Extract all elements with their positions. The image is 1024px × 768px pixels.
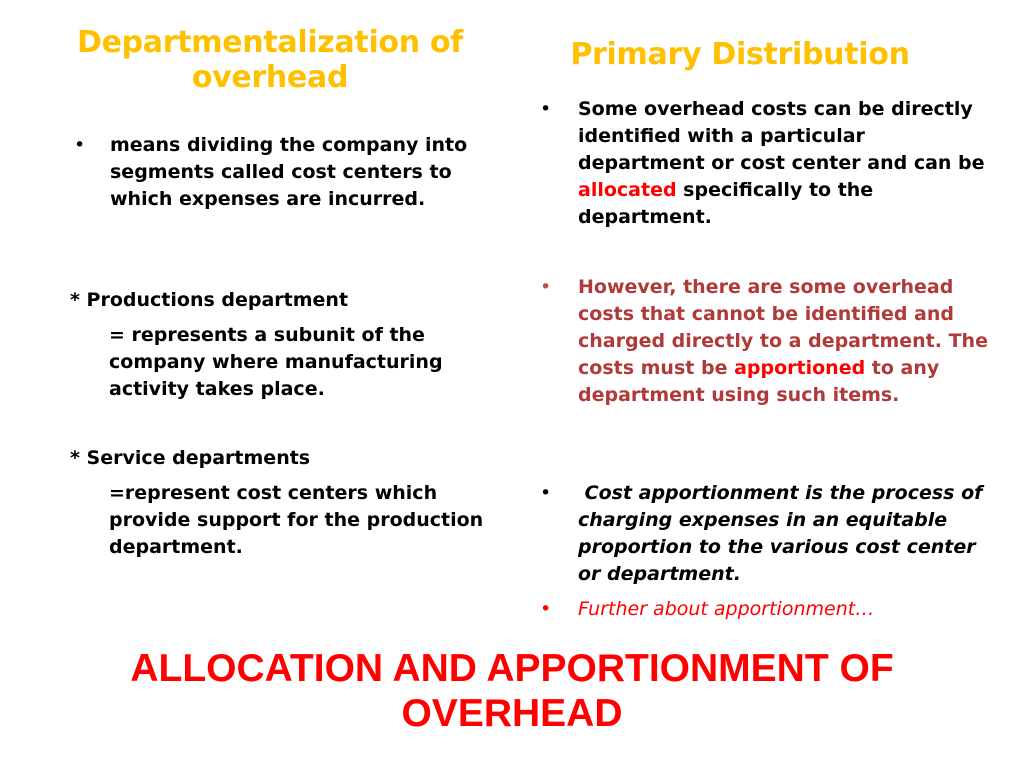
allocation-text-before: Some overhead costs can be directly identified with a particular department or cost center and can be bbox=[578, 98, 985, 174]
apportionment-text-after: to any department using such items. bbox=[578, 357, 940, 406]
apportionment-text-before: However, there are some overhead costs that cannot be identified and charged directly to a department. The costs must be bbox=[578, 276, 988, 379]
production-department-title: * Productions department bbox=[70, 289, 349, 311]
allocated-highlight: allocated bbox=[578, 179, 677, 201]
slide-title: ALLOCATION AND APPORTIONMENT OF OVERHEAD bbox=[130, 647, 894, 735]
right-heading: Primary Distribution bbox=[570, 37, 910, 72]
right-bullet-further bbox=[540, 596, 995, 623]
service-department-description: =represent cost centers which provide support for the production department. bbox=[109, 482, 484, 558]
left-heading: Departmentalization of overhead bbox=[76, 25, 464, 95]
right-bullet-cost-apportionment bbox=[540, 480, 995, 588]
left-intro-text: means dividing the company into segments called cost centers to which expenses are incurred. bbox=[110, 134, 468, 210]
left-intro-bullet bbox=[74, 132, 514, 213]
apportioned-highlight: apportioned bbox=[734, 357, 866, 379]
cost-apportionment-text: Cost apportionment is the process of charging expenses in an equitable proportion to the various cost center or department. bbox=[578, 482, 990, 585]
allocation-text bbox=[578, 96, 995, 231]
apportionment-text bbox=[578, 274, 995, 409]
right-bullet-apportionment bbox=[540, 274, 995, 409]
service-department-title: * Service departments bbox=[70, 447, 311, 469]
bullet-icon: • bbox=[540, 276, 552, 298]
bullet-icon: • bbox=[540, 482, 552, 504]
further-about-apportionment-text: Further about apportionment… bbox=[578, 598, 875, 620]
allocation-text-after: specifically to the department. bbox=[578, 179, 874, 228]
bullet-icon: • bbox=[540, 598, 552, 620]
right-bullet-allocation bbox=[540, 96, 995, 231]
production-department-description: = represents a subunit of the company where manufacturing activity takes place. bbox=[109, 324, 443, 400]
bullet-icon: • bbox=[540, 98, 552, 120]
bullet-icon: • bbox=[74, 134, 86, 156]
